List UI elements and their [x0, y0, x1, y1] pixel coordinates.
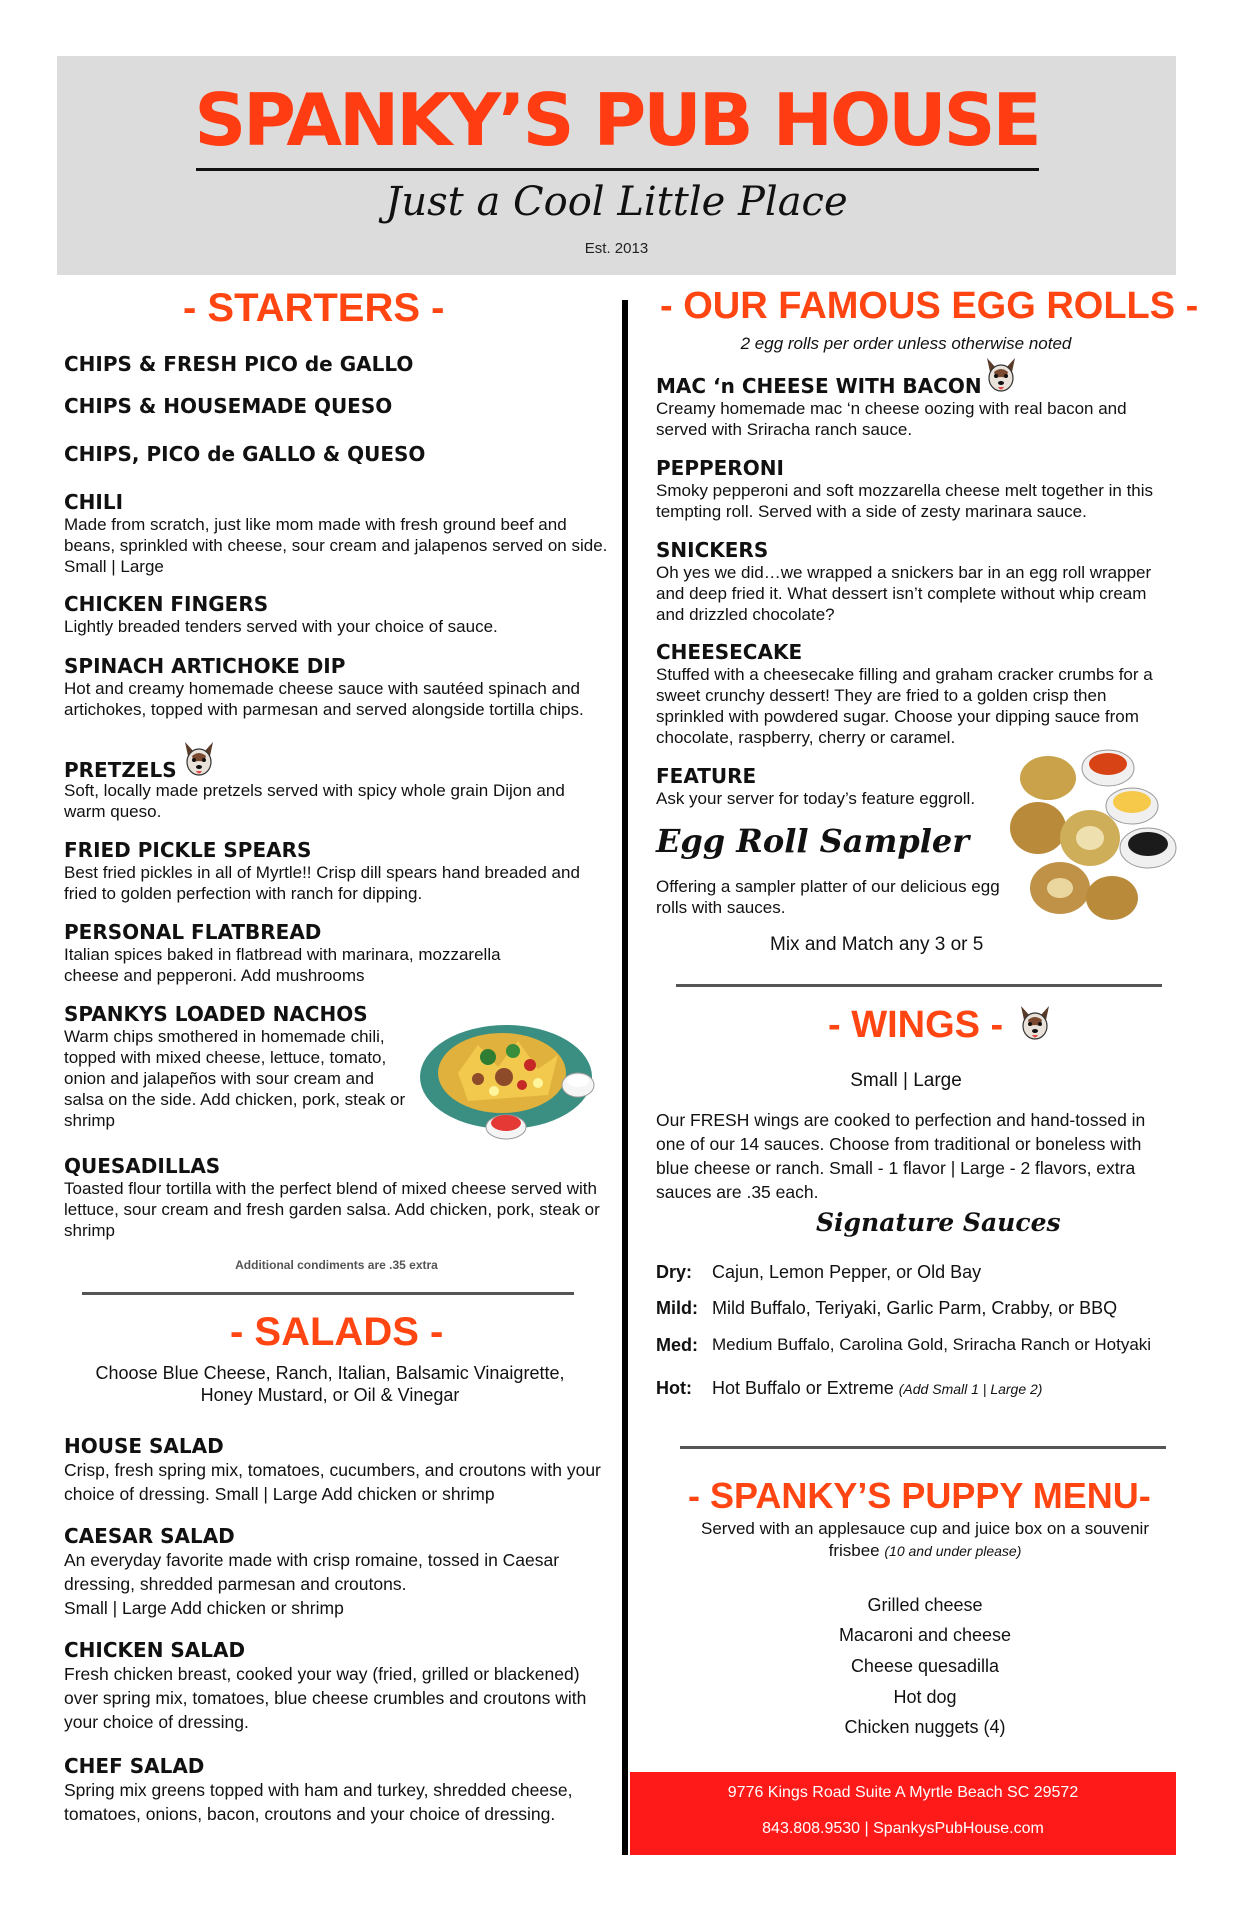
dog-face-icon [182, 740, 216, 780]
eggroll-cheesecake-name: CHEESECAKE [656, 640, 803, 664]
puppy-desc-text: Served with an applesauce cup and juice box on a souvenir frisbee [701, 1519, 1149, 1560]
starter-chicken-fingers-desc: Lightly breaded tenders served with your choice of sauce. [64, 617, 498, 636]
puppy-menu-title: - SPANKY’S PUPPY MENU- [688, 1475, 1151, 1516]
eggroll-feature-desc: Ask your server for today’s feature eggroll. [656, 789, 976, 808]
sauce-value-hot [712, 1378, 1042, 1399]
starter-nachos-name: SPANKYS LOADED NACHOS [64, 1002, 368, 1026]
header-banner [57, 56, 1176, 275]
puppy-item: Cheese quesadilla [850, 1656, 1000, 1676]
eggroll-feature-name: FEATURE [656, 764, 757, 788]
starter-flatbread-desc: Italian spices baked in flatbread with marinara, mozzarella cheese and pepperoni. Add mushrooms [64, 945, 501, 985]
starter-pickles-desc: Best fried pickles in all of Myrtle!! Crisp dill spears hand breaded and fried to golden perfection with ranch for dipping. [64, 863, 580, 903]
sauce-hot-note: (Add Small 1 | Large 2) [898, 1381, 1043, 1397]
sauce-label-mild: Mild: [656, 1298, 698, 1318]
footer-banner [630, 1772, 1176, 1855]
sauces-title: Signature Sauces [816, 1208, 1061, 1237]
established-text: Est. 2013 [584, 240, 649, 257]
brand-underline [196, 168, 1039, 171]
starter-chips-pico-queso: CHIPS, PICO de GALLO & QUESO [64, 442, 426, 466]
dog-face-icon [1018, 1004, 1052, 1044]
brand-title: SPANKY’S PUB HOUSE [194, 78, 1039, 162]
starter-pretzels-name: PRETZELS [64, 758, 177, 782]
salads-title: - SALADS - [230, 1310, 444, 1354]
salad-chicken-desc: Fresh chicken breast, cooked your way (fried, grilled or blackened) over spring mix, tomatoes, blue cheese crumbles and croutons with your choice of dressing. [64, 1664, 587, 1732]
eggroll-pepperoni-desc: Smoky pepperoni and soft mozzarella cheese melt together in this tempting roll. Served with a side of zesty marinara sauce. [656, 481, 1154, 521]
sauce-value-dry: Cajun, Lemon Pepper, or Old Bay [712, 1262, 982, 1282]
sauce-label-hot: Hot: [656, 1378, 692, 1398]
starter-chips-pico: CHIPS & FRESH PICO de GALLO [64, 352, 414, 376]
salad-dressings: Choose Blue Cheese, Ranch, Italian, Balsamic Vinaigrette, Honey Mustard, or Oil & Vinegar [95, 1363, 565, 1405]
sauce-hot-value: Hot Buffalo or Extreme [712, 1378, 894, 1398]
section-divider [676, 984, 1162, 987]
eggrolls-subtitle: 2 egg rolls per order unless otherwise noted [740, 334, 1072, 353]
section-divider [680, 1446, 1166, 1449]
eggroll-cheesecake-desc: Stuffed with a cheesecake filling and graham cracker crumbs for a sweet crunchy dessert! They are fried to a golden crisp then sprinkled with powdered sugar. Choose your dipping sauce from chocolate, raspberry, cherry or caramel. [656, 665, 1153, 747]
column-divider [622, 300, 628, 1855]
eggroll-snickers-desc: Oh yes we did…we wrapped a snickers bar in an egg roll wrapper and deep fried it. What dessert isn’t complete without whip cream and drizzled chocolate? [656, 563, 1152, 624]
puppy-item: Hot dog [893, 1687, 957, 1707]
starter-chili-desc: Made from scratch, just like mom made with fresh ground beef and beans, sprinkled with cheese, sour cream and jalapenos served on side. Small | Large [64, 515, 608, 576]
puppy-item: Grilled cheese [867, 1595, 983, 1615]
sampler-title: Egg Roll Sampler [656, 822, 970, 860]
eggroll-pepperoni-name: PEPPERONI [656, 456, 784, 480]
section-divider [82, 1292, 574, 1295]
puppy-age-note: (10 and under please) [884, 1543, 1022, 1559]
nachos-photo [418, 1015, 598, 1145]
starter-quesadillas-desc: Toasted flour tortilla with the perfect blend of mixed cheese served with lettuce, sour cream and fresh garden salsa. Add chicken, pork, steak or shrimp [64, 1179, 600, 1240]
dog-face-icon [984, 356, 1018, 396]
starter-pretzels-desc: Soft, locally made pretzels served with spicy whole grain Dijon and warm queso. [64, 781, 565, 821]
wings-desc: Our FRESH wings are cooked to perfection and hand-tossed in one of our 14 sauces. Choose from traditional or boneless with blue cheese or ranch. Small - 1 flavor | Large - 2 flavors, extra sauces are .35 each. [656, 1110, 1146, 1202]
eggroll-mac-desc: Creamy homemade mac ‘n cheese oozing with real bacon and served with Sriracha ranch sauce. [656, 399, 1127, 439]
salad-house-desc: Crisp, fresh spring mix, tomatoes, cucumbers, and croutons with your choice of dressing. Small | Large Add chicken or shrimp [64, 1460, 601, 1504]
starter-quesadillas-name: QUESADILLAS [64, 1154, 221, 1178]
sauce-value-mild: Mild Buffalo, Teriyaki, Garlic Parm, Crabby, or BBQ [712, 1298, 1118, 1318]
condiments-note: Additional condiments are .35 extra [235, 1258, 438, 1272]
puppy-item: Macaroni and cheese [838, 1625, 1012, 1645]
salad-chef-desc: Spring mix greens topped with ham and turkey, shredded cheese, tomatoes, onions, bacon, croutons and your choice of dressing. [64, 1780, 573, 1824]
salad-caesar-sizes: Small | Large Add chicken or shrimp [64, 1598, 344, 1618]
salad-chicken-name: CHICKEN SALAD [64, 1638, 246, 1662]
starter-chips-queso: CHIPS & HOUSEMADE QUESO [64, 394, 393, 418]
starter-chili-name: CHILI [64, 490, 124, 514]
eggrolls-title: - OUR FAMOUS EGG ROLLS - [660, 285, 1199, 327]
salad-chef-name: CHEF SALAD [64, 1754, 205, 1778]
starter-flatbread-name: PERSONAL FLATBREAD [64, 920, 322, 944]
starter-spinach-dip-desc: Hot and creamy homemade cheese sauce with sautéed spinach and artichokes, topped with parmesan and served alongside tortilla chips. [64, 679, 584, 719]
starter-pickles-name: FRIED PICKLE SPEARS [64, 838, 312, 862]
sauce-label-dry: Dry: [656, 1262, 693, 1282]
footer-contact[interactable]: 843.808.9530 | SpankysPubHouse.com [762, 1820, 1044, 1837]
wings-sizes: Small | Large [850, 1070, 962, 1091]
wings-title: - WINGS - [828, 1004, 1004, 1046]
starter-nachos-desc: Warm chips smothered in homemade chili, topped with mixed cheese, lettuce, tomato, onion and jalapeños with sour cream and salsa on the side. Add chicken, pork, steak or shrimp [64, 1027, 406, 1130]
salad-caesar-desc: An everyday favorite made with crisp romaine, tossed in Caesar dressing, shredded parmesan and croutons. [64, 1550, 560, 1594]
sampler-mix-match: Mix and Match any 3 or 5 [770, 934, 984, 955]
starter-chicken-fingers-name: CHICKEN FINGERS [64, 592, 269, 616]
sauce-label-med: Med: [656, 1335, 698, 1355]
egg-roll-sampler-photo [1008, 738, 1180, 928]
salad-house-name: HOUSE SALAD [64, 1434, 224, 1458]
salad-caesar-name: CAESAR SALAD [64, 1524, 235, 1548]
sauce-value-med: Medium Buffalo, Carolina Gold, Sriracha Ranch or Hotyaki [712, 1335, 1152, 1354]
puppy-item: Chicken nuggets (4) [844, 1717, 1006, 1737]
puppy-menu-desc [700, 1518, 1150, 1562]
eggroll-snickers-name: SNICKERS [656, 538, 769, 562]
starter-spinach-dip-name: SPINACH ARTICHOKE DIP [64, 654, 346, 678]
tagline: Just a Cool Little Place [385, 179, 848, 225]
footer-address: 9776 Kings Road Suite A Myrtle Beach SC 29572 [727, 1784, 1079, 1801]
eggroll-mac-name: MAC ‘n CHEESE WITH BACON [656, 374, 982, 398]
sampler-desc: Offering a sampler platter of our delicious egg rolls with sauces. [656, 877, 1000, 917]
starters-title: - STARTERS - [183, 286, 445, 330]
